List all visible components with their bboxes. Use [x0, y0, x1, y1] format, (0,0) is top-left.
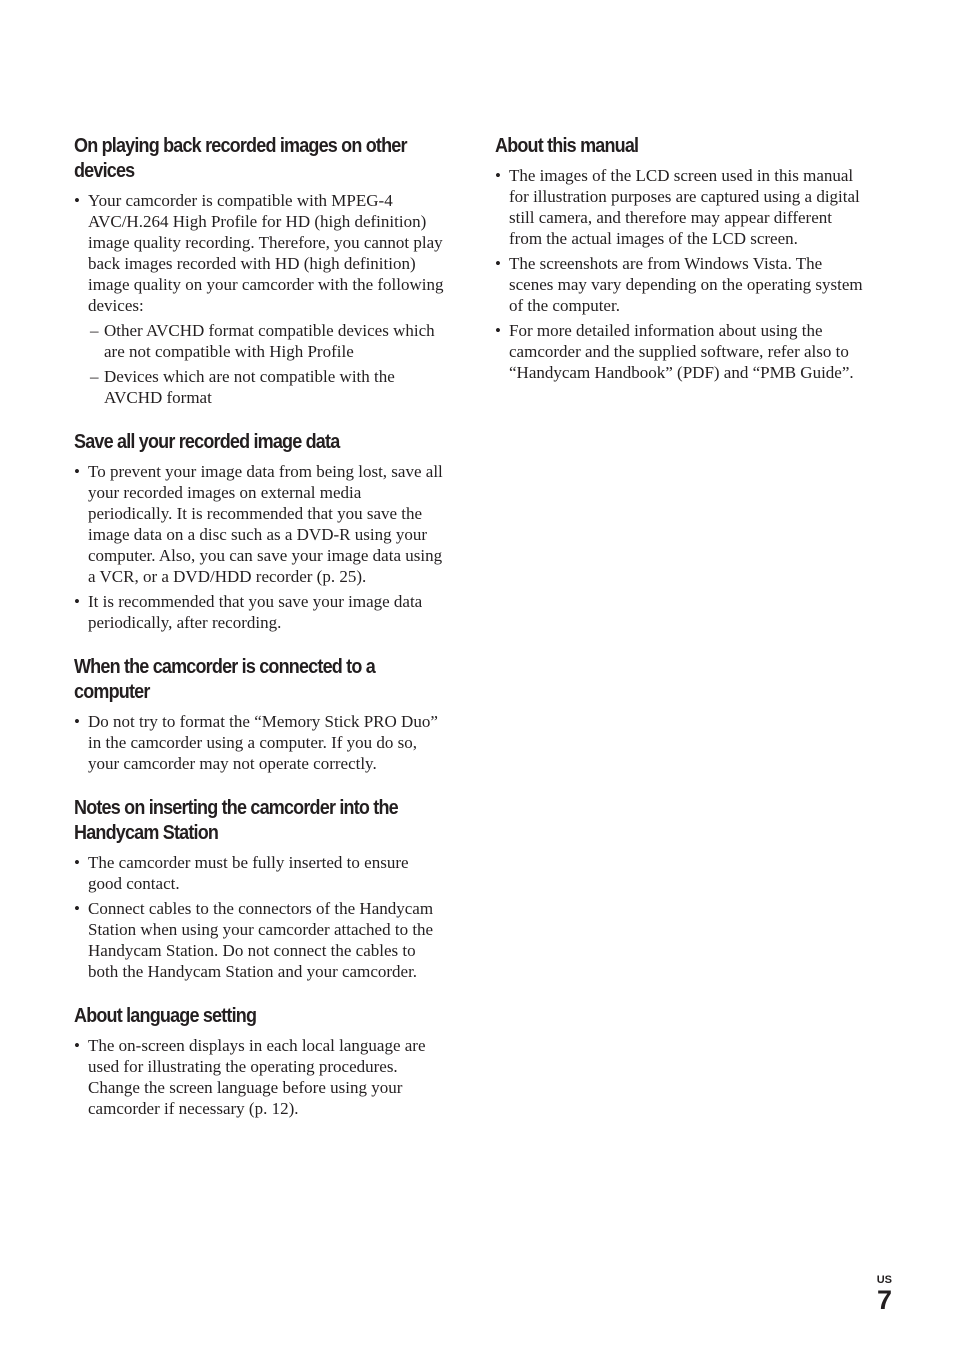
sub-item	[88, 366, 446, 408]
dash-icon: –	[90, 321, 99, 340]
section-heading: When the camcorder is connected to a computer	[74, 656, 375, 703]
bullet-text: Your camcorder is compatible with MPEG-4 AVC/H.264 High Profile for HD (high definition) image quality recording. Therefore, you cannot play back images recorded with HD (high definition) image quality on your camcorder with the following devices:	[88, 191, 444, 315]
section-heading: On playing back recorded images on other devices	[74, 135, 407, 182]
section-connected-to-computer	[74, 655, 446, 774]
region-code: US	[876, 1274, 892, 1286]
bullet-icon: •	[74, 899, 80, 918]
right-column	[495, 134, 863, 405]
bullet-text: The on-screen displays in each local language are used for illustrating the operating procedures. Change the screen language before using your camcorder if necessary (p. 12).	[88, 1036, 426, 1118]
bullet-text: The camcorder must be fully inserted to ensure good contact.	[88, 853, 409, 893]
section-language-setting	[74, 1004, 446, 1119]
bullet-list	[74, 711, 446, 774]
bullet-item	[495, 165, 863, 249]
section-heading: Notes on inserting the camcorder into the Handycam Station	[74, 797, 398, 844]
bullet-text: The screenshots are from Windows Vista. The scenes may vary depending on the operating system of the computer.	[509, 254, 863, 315]
bullet-icon: •	[495, 254, 501, 273]
bullet-text: To prevent your image data from being lost, save all your recorded images on external media periodically. It is recommended that you save the image data on a disc such as a DVD-R using your computer. Also, you can save your image data using a VCR, or a DVD/HDD recorder (p. 25).	[88, 462, 443, 586]
bullet-icon: •	[495, 166, 501, 185]
bullet-icon: •	[74, 462, 80, 481]
section-about-manual	[495, 134, 863, 383]
bullet-item	[74, 461, 446, 587]
left-column	[74, 134, 446, 1141]
bullet-icon: •	[495, 321, 501, 340]
section-playback-other-devices	[74, 134, 446, 408]
bullet-list	[74, 461, 446, 633]
sub-item-text: Devices which are not compatible with the AVCHD format	[104, 367, 395, 407]
bullet-item	[74, 898, 446, 982]
section-handycam-station	[74, 796, 446, 982]
bullet-text: Do not try to format the “Memory Stick PRO Duo” in the camcorder using a computer. If you do so, your camcorder may not operate correctly.	[88, 712, 438, 773]
bullet-item	[74, 852, 446, 894]
bullet-icon: •	[74, 1036, 80, 1055]
bullet-item	[74, 591, 446, 633]
bullet-text: The images of the LCD screen used in this manual for illustration purposes are captured using a digital still camera, and therefore may appear different from the actual images of the LCD screen.	[509, 166, 860, 248]
bullet-text: For more detailed information about using the camcorder and the supplied software, refer also to “Handycam Handbook” (PDF) and “PMB Guide”.	[509, 321, 854, 382]
bullet-item	[74, 190, 446, 408]
bullet-item	[495, 320, 863, 383]
sub-list	[88, 320, 446, 408]
section-heading: Save all your recorded image data	[74, 431, 340, 453]
page-number: 7	[876, 1285, 892, 1315]
dash-icon: –	[90, 367, 99, 386]
bullet-item	[74, 711, 446, 774]
bullet-list	[495, 165, 863, 383]
bullet-list	[74, 190, 446, 408]
bullet-icon: •	[74, 853, 80, 872]
bullet-text: Connect cables to the connectors of the Handycam Station when using your camcorder attached to the Handycam Station. Do not connect the cables to both the Handycam Station and your camcorder.	[88, 899, 434, 981]
page-number-block	[877, 1274, 892, 1314]
section-heading: About this manual	[495, 135, 639, 157]
sub-item-text: Other AVCHD format compatible devices which are not compatible with High Profile	[104, 321, 435, 361]
bullet-item	[74, 1035, 446, 1119]
bullet-icon: •	[74, 191, 80, 210]
section-save-image-data	[74, 430, 446, 633]
bullet-text: It is recommended that you save your image data periodically, after recording.	[88, 592, 423, 632]
sub-item	[88, 320, 446, 362]
bullet-icon: •	[74, 712, 80, 731]
bullet-item	[495, 253, 863, 316]
bullet-list	[74, 1035, 446, 1119]
bullet-list	[74, 852, 446, 982]
bullet-icon: •	[74, 592, 80, 611]
section-heading: About language setting	[74, 1005, 257, 1027]
